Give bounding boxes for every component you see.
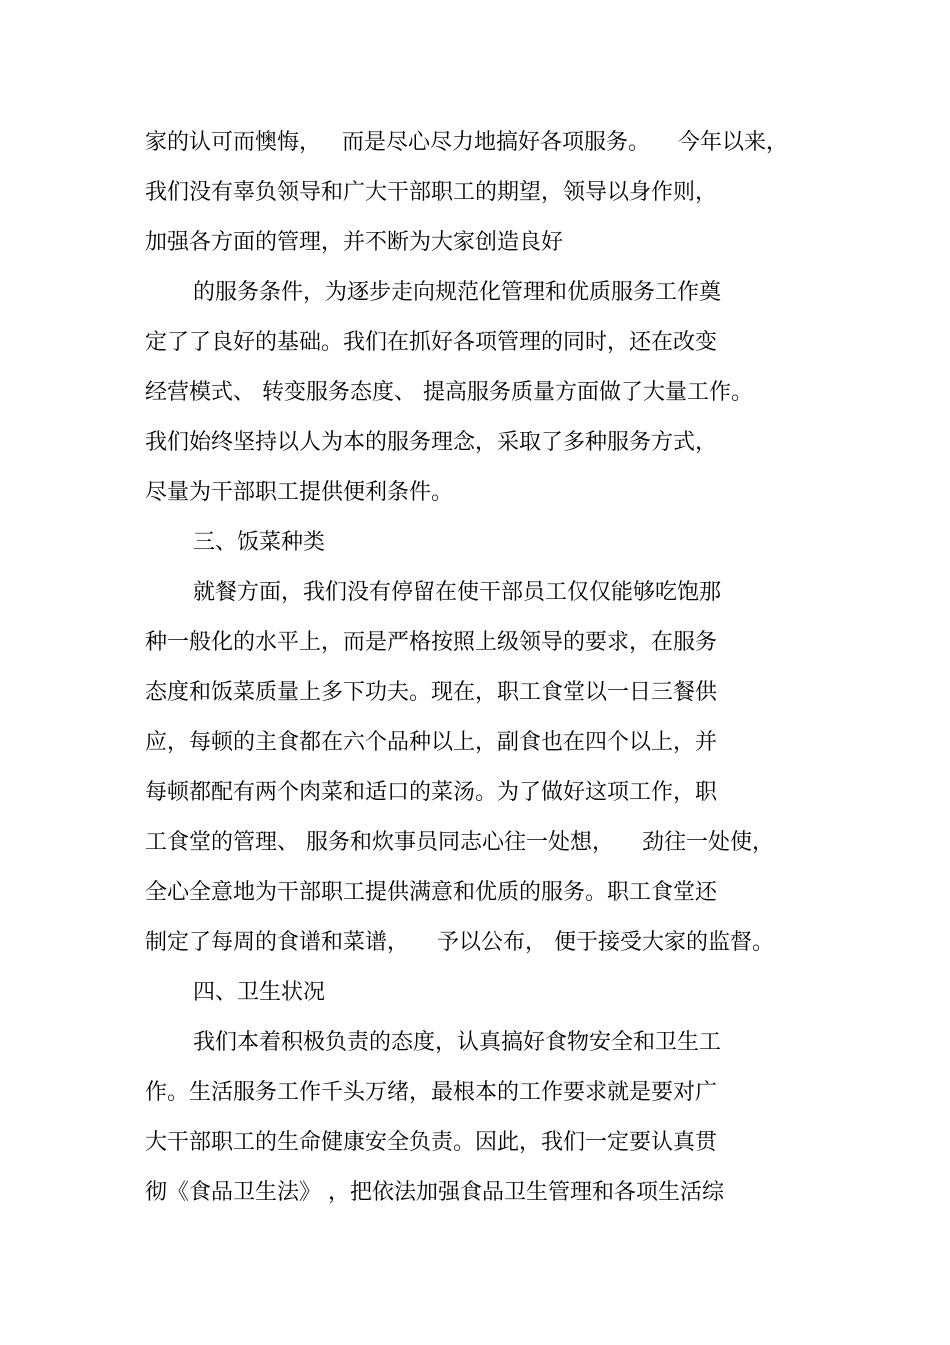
text-line: 尽量为干部职工提供便利条件。 — [145, 480, 454, 505]
section-heading: 四、卫生状况 — [193, 980, 326, 1005]
text-line: 态度和饭菜质量上多下功夫。现在，职工食堂以一日三餐供 — [145, 680, 718, 705]
section-heading: 三、饭菜种类 — [193, 530, 326, 555]
text-line: 我们始终坚持以人为本的服务理念，采取了多种服务方式， — [145, 430, 718, 455]
text-line: 制定了每周的食谱和菜谱， 予以公布， 便于接受大家的监督。 — [145, 930, 774, 955]
text-line: 种一般化的水平上，而是严格按照上级领导的要求，在服务 — [145, 630, 718, 655]
text-line: 工食堂的管理、 服务和炊事员同志心往一处想， 劲往一处使， — [145, 830, 774, 855]
paragraph-first-line: 我们本着积极负责的态度，认真搞好食物安全和卫生工 — [193, 1030, 722, 1055]
paragraph-first-line: 就餐方面，我们没有停留在使干部员工仅仅能够吃饱那 — [193, 580, 722, 605]
paragraph-first-line: 的服务条件，为逐步走向规范化管理和优质服务工作奠 — [193, 280, 722, 305]
text-line: 家的认可而懊悔， 而是尽心尽力地搞好各项服务。 今年以来， — [145, 130, 788, 155]
text-line: 作。生活服务工作千头万绪，最根本的工作要求就是要对广 — [145, 1080, 718, 1105]
text-line: 我们没有辜负领导和广大干部职工的期望，领导以身作则， — [145, 180, 718, 205]
text-line: 彻《食品卫生法》 ，把依法加强食品卫生管理和各项生活综 — [145, 1180, 724, 1205]
text-line: 大干部职工的生命健康安全负责。因此，我们一定要认真贯 — [145, 1130, 718, 1155]
text-line: 加强各方面的管理，并不断为大家创造良好 — [145, 230, 564, 255]
text-line: 全心全意地为干部职工提供满意和优质的服务。职工食堂还 — [145, 880, 718, 905]
text-line: 定了了良好的基础。我们在抓好各项管理的同时，还在改变 — [145, 330, 718, 355]
text-line: 经营模式、 转变服务态度、 提高服务质量方面做了大量工作。 — [145, 380, 753, 405]
text-line: 应，每顿的主食都在六个品种以上，副食也在四个以上，并 — [145, 730, 718, 755]
text-line: 每顿都配有两个肉菜和适口的菜汤。为了做好这项工作，职 — [145, 780, 718, 805]
